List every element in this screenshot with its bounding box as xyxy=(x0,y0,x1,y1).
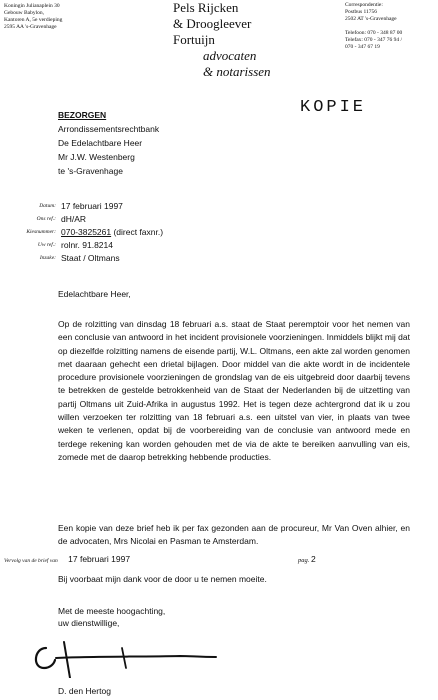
firm-subtitle-line: & notarissen xyxy=(203,64,271,79)
firm-letterhead xyxy=(173,0,271,80)
meta-row-your-ref xyxy=(4,238,163,251)
address-line: 2502 AT 's-Gravenhage xyxy=(345,16,397,22)
meta-label: Uw ref.: xyxy=(37,241,56,248)
meta-value: dH/AR xyxy=(61,213,87,224)
thanks-line: Bij voorbaat mijn dank voor de door u te nemen moeite. xyxy=(58,574,267,584)
correspondence-label: Correspondentie: xyxy=(345,2,383,8)
continuation-line xyxy=(4,554,414,564)
copy-stamp: KOPIE xyxy=(300,98,367,117)
closing-line: uw dienstwillige, xyxy=(58,618,120,628)
recipient-line: Mr J.W. Westenberg xyxy=(58,152,135,162)
fax-number: 070-3825261 xyxy=(61,226,112,237)
address-line: 2595 AA 's-Gravenhage xyxy=(4,24,57,30)
recipient-line: te 's-Gravenhage xyxy=(58,166,123,176)
page-label: pag. xyxy=(298,557,310,564)
address-line: Koningin Julianaplein 30 xyxy=(4,3,60,9)
firm-name-line: & Droogleever xyxy=(173,16,252,31)
meta-value: 17 februari 1997 xyxy=(61,200,123,211)
meta-label: Datum: xyxy=(39,202,56,209)
handwritten-signature xyxy=(30,638,220,678)
meta-row-dial xyxy=(4,225,163,238)
meta-row-our-ref xyxy=(4,212,163,225)
meta-value: rolnr. 91.8214 xyxy=(61,239,113,250)
meta-value: Staat / Oltmans xyxy=(61,252,120,263)
recipient-line: De Edelachtbare Heer xyxy=(58,138,143,148)
page-indicator xyxy=(298,554,316,564)
firm-name-line: Fortuijn xyxy=(173,32,215,47)
recipient-line: Arrondissementsrechtbank xyxy=(58,124,160,134)
delivery-note: BEZORGEN xyxy=(58,110,107,120)
continuation-date: 17 februari 1997 xyxy=(68,554,131,564)
closing-block xyxy=(58,605,165,629)
fax-line: 070 - 347 67 19 xyxy=(345,44,380,50)
fax-suffix: (direct faxnr.) xyxy=(111,226,164,237)
body-paragraph: Een kopie van deze brief heb ik per fax gezonden aan de procureur, Mr Van Oven alhier, en de advocaten, Mrs Nicolai en Pasman te Amsterdam. xyxy=(58,523,410,547)
closing-line: Met de meeste hoogachting, xyxy=(58,606,166,616)
letter-meta xyxy=(4,199,163,264)
meta-label: Kiesnummer: xyxy=(26,228,56,235)
body-paragraph: Op de rolzitting van dinsdag 18 februari a.s. staat de Staat peremptoir voor het nemen van een conclusie van antwoord in het incident provisionele voorzieningen. Inmiddels blijkt mij dat op diezelfde rolzitting namens de eisende partij, W.L. Oltmans, een akte zal worden genomen met daaraan gehecht een drietal bijlagen. Door middel van die akte wordt in de incidentele procedure provisionele voorzieningen de grondslag van de eis uitgebreid door daarbij tevens te betrekken de gestelde betrokkenheid van de Staat der Nederlanden bij de uitzetting van partij Oltmans uit Zuid-Afrika in augustus 1992. Het is tegen deze achtergrond dat ik u zou willen verzoeken ter rolzitting van 18 februari a.s. een uitstel van vier, in plaats van twee weken te verlenen, opdat bij de voorbereiding van de conclusie van antwoord mede en terdege rekening kan worden gehouden met de via de akte te bereiken aanvulling van eis, zomede met de daarop betrekking hebbende producties. xyxy=(58,319,410,462)
meta-row-date xyxy=(4,199,163,212)
address-line: Gebouw Babylon, xyxy=(4,10,45,16)
firm-subtitle-line: advocaten xyxy=(203,48,257,63)
sender-address xyxy=(4,3,62,31)
salutation: Edelachtbare Heer, xyxy=(58,289,131,299)
address-line: Kantoren A, 5e verdieping xyxy=(4,17,63,23)
signer-name: D. den Hertog xyxy=(58,686,111,696)
recipient-block xyxy=(58,108,159,178)
meta-label: Inzake: xyxy=(39,254,56,261)
continuation-label: Vervolg van de brief van xyxy=(4,558,58,564)
meta-label: Ons ref.: xyxy=(36,215,56,222)
correspondence-block xyxy=(345,2,402,51)
page-number: 2 xyxy=(311,554,316,564)
address-line: Postbus 11756 xyxy=(345,9,378,15)
meta-value xyxy=(59,227,163,237)
firm-name-line: Pels Rijcken xyxy=(173,0,239,15)
fax-line: Telefax: 070 - 347 76 94 / xyxy=(345,37,403,43)
meta-row-subject xyxy=(4,251,163,264)
phone-line: Telefoon: 070 - 348 87 00 xyxy=(345,30,403,36)
